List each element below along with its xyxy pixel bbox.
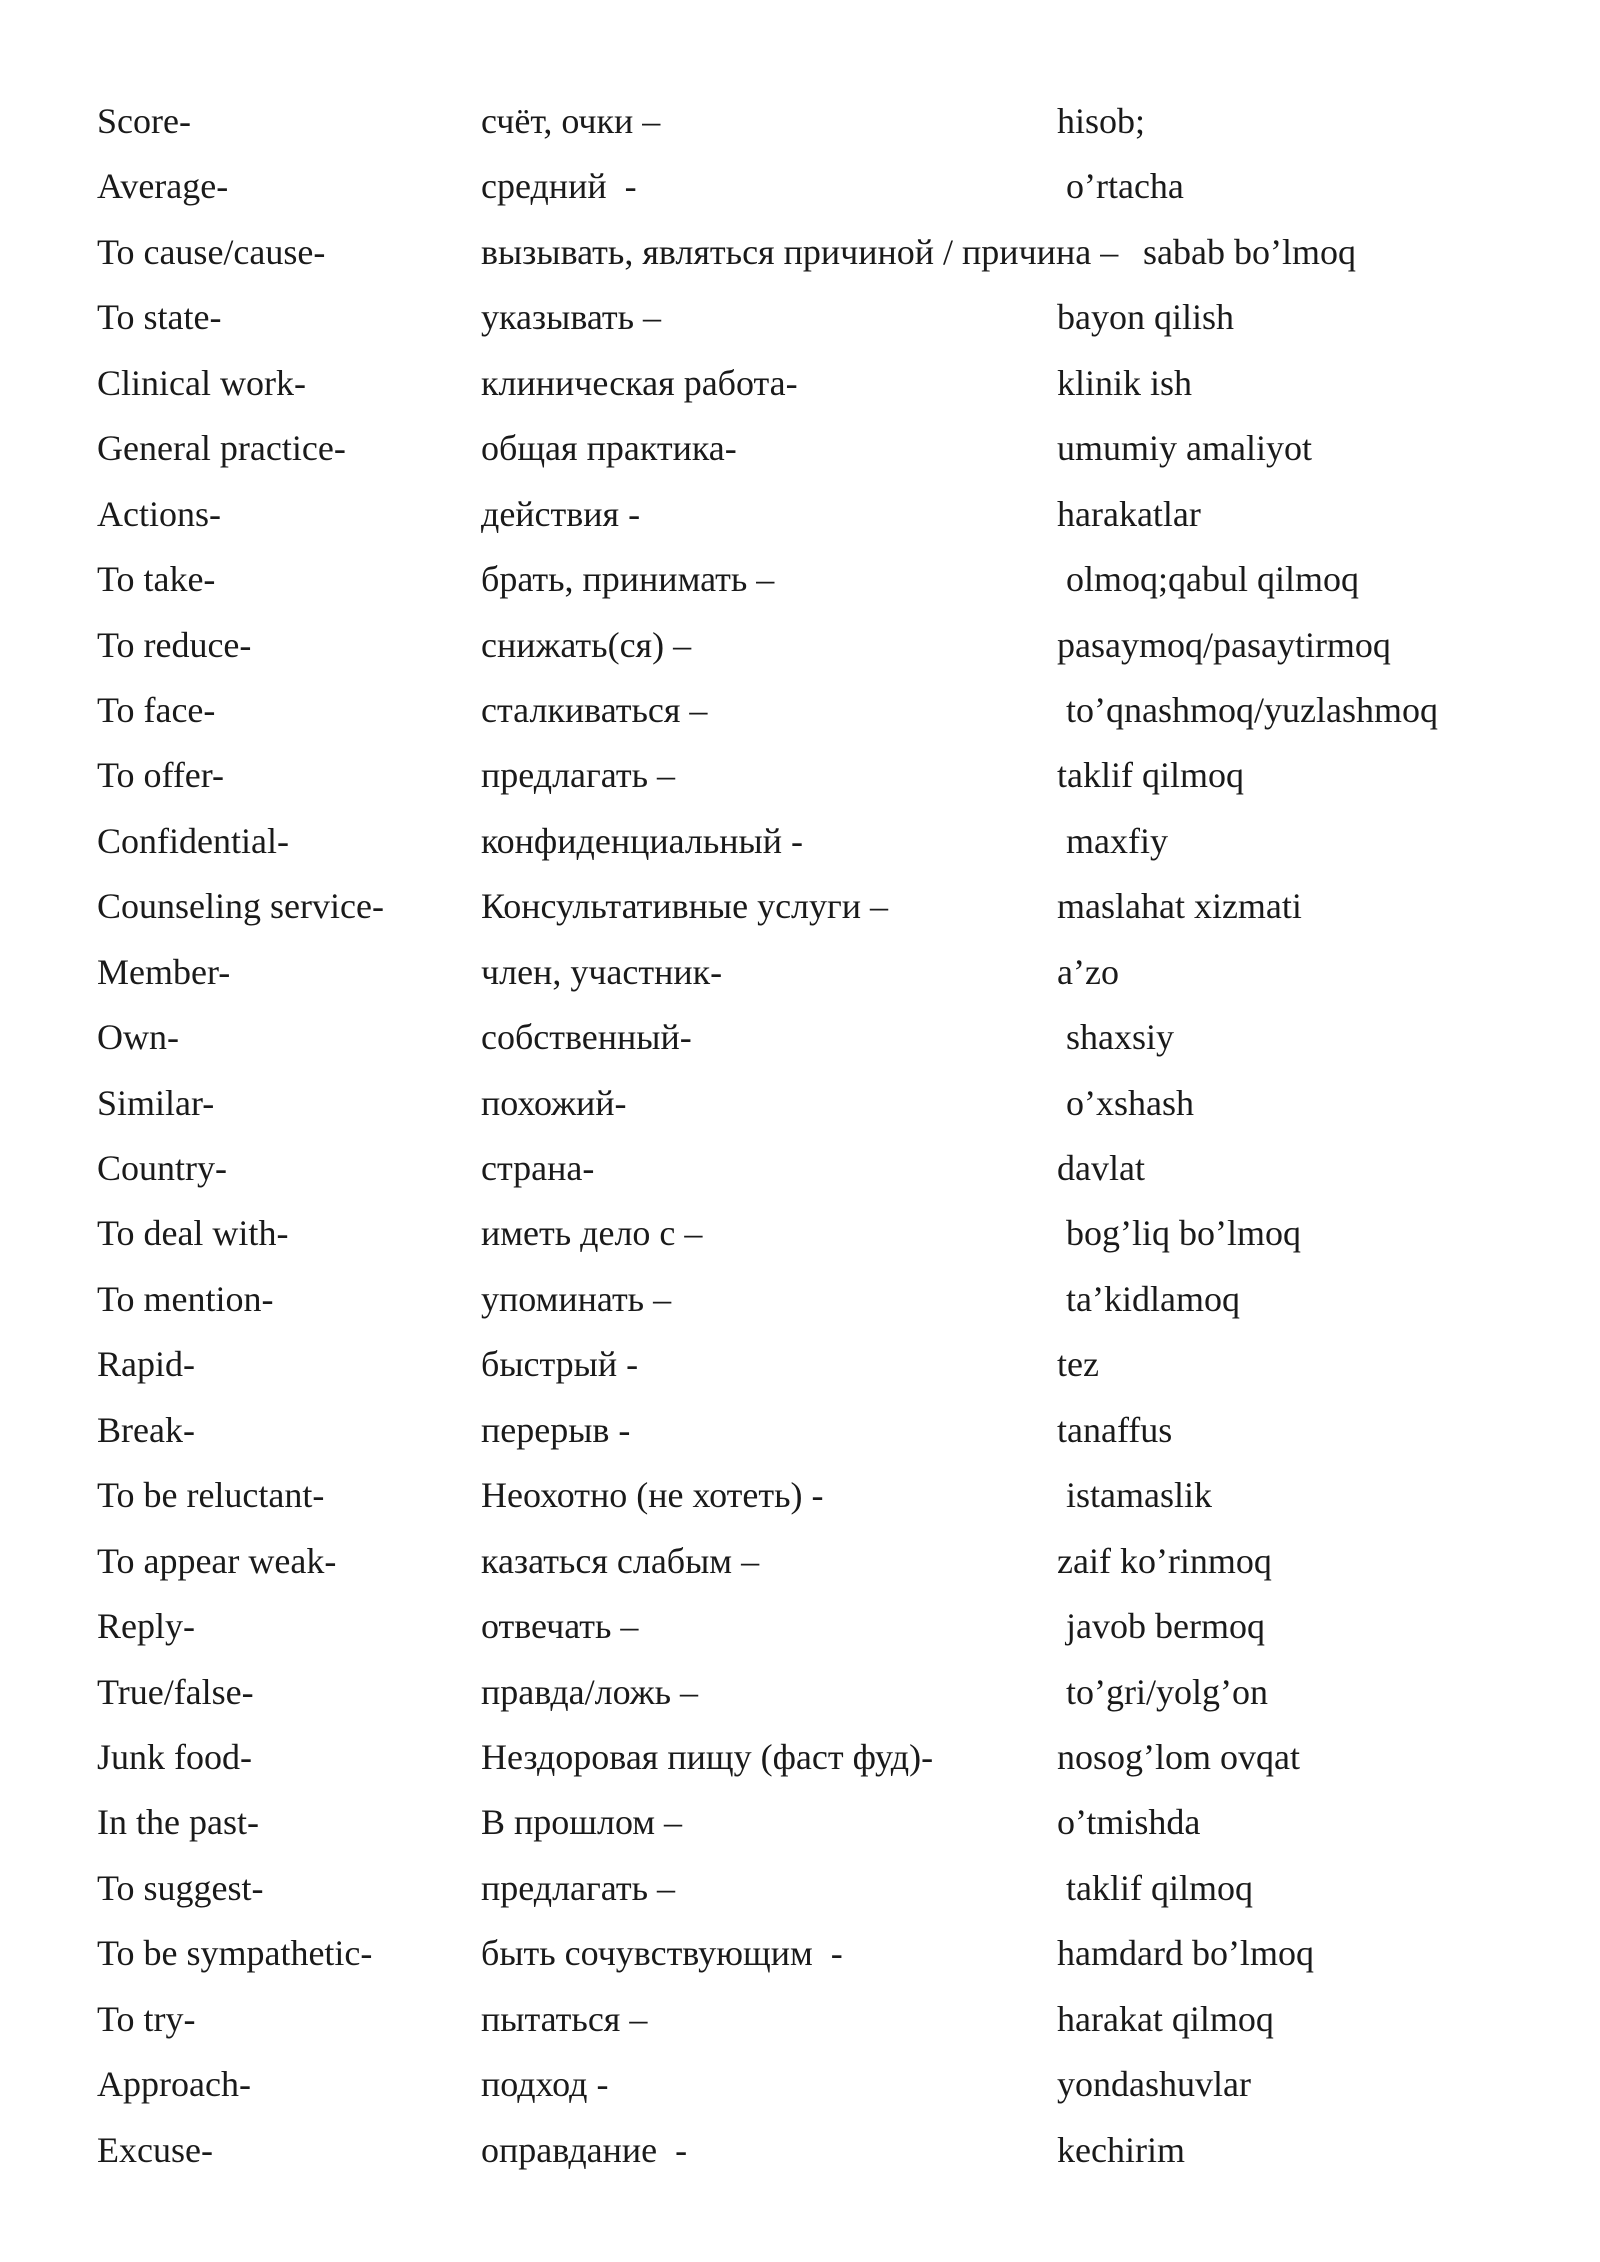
russian-translation: клиническая работа-	[481, 362, 798, 403]
vocab-row	[0, 1009, 1600, 1074]
vocab-row	[0, 2056, 1600, 2121]
russian-translation: брать, принимать –	[481, 559, 775, 600]
uzbek-translation: umumiy amaliyot	[1057, 428, 1312, 469]
english-term: Member-	[97, 951, 231, 992]
uzbek-translation: bayon qilish	[1057, 297, 1234, 338]
uzbek-translation: zaif ko’rinmoq	[1057, 1540, 1272, 1581]
russian-translation: счёт, очки –	[481, 101, 661, 141]
uzbek-translation: maxfiy	[1057, 820, 1168, 861]
uzbek-translation: sabab bo’lmoq	[1143, 231, 1356, 272]
vocab-row	[0, 747, 1600, 812]
uzbek-translation: ta’kidlamoq	[1057, 1278, 1240, 1319]
uzbek-translation: nosog’lom ovqat	[1057, 1736, 1300, 1777]
vocab-row	[0, 878, 1600, 943]
uzbek-translation: davlat	[1057, 1148, 1145, 1188]
english-term: To reduce-	[97, 624, 252, 665]
russian-translation: собственный-	[481, 1017, 692, 1058]
russian-translation: В прошлом –	[481, 1802, 683, 1843]
english-term: Rapid-	[97, 1344, 195, 1385]
uzbek-translation: harakat qilmoq	[1057, 1998, 1274, 2039]
russian-translation: член, участник-	[481, 951, 723, 992]
english-term: True/false-	[97, 1671, 254, 1712]
vocab-row	[0, 289, 1600, 354]
russian-translation: казаться слабым –	[481, 1540, 760, 1581]
english-term: Confidential-	[97, 820, 289, 861]
vocab-row	[0, 1991, 1600, 2056]
russian-translation: средний -	[481, 166, 637, 207]
russian-translation: страна-	[481, 1148, 595, 1188]
uzbek-translation: to’qnashmoq/yuzlashmoq	[1057, 689, 1438, 730]
russian-translation: правда/ложь –	[481, 1671, 699, 1712]
vocab-row	[0, 813, 1600, 878]
vocabulary-list	[0, 93, 1600, 2187]
english-term: To deal with-	[97, 1213, 289, 1254]
uzbek-translation: istamaslik	[1057, 1475, 1212, 1516]
uzbek-translation: bog’liq bo’lmoq	[1057, 1213, 1301, 1254]
english-term: To cause/cause-	[97, 231, 326, 272]
russian-translation: сталкиваться –	[481, 689, 708, 730]
uzbek-translation: harakatlar	[1057, 493, 1201, 534]
english-term: Clinical work-	[97, 362, 306, 403]
english-term: To take-	[97, 559, 216, 600]
russian-translation: Нездоровая пищу (фаст фуд)-	[481, 1736, 934, 1777]
english-term: Junk food-	[97, 1736, 252, 1777]
russian-translation: перерыв -	[481, 1409, 631, 1450]
vocab-row	[0, 1075, 1600, 1140]
english-term: Reply-	[97, 1606, 195, 1647]
english-term: To be reluctant-	[97, 1475, 325, 1516]
uzbek-translation: olmoq;qabul qilmoq	[1057, 559, 1359, 600]
english-term: To offer-	[97, 755, 225, 796]
uzbek-translation: yondashuvlar	[1057, 2064, 1251, 2105]
vocab-row	[0, 551, 1600, 616]
uzbek-translation: taklif qilmoq	[1057, 755, 1244, 796]
russian-translation: общая практика-	[481, 428, 737, 469]
vocab-row	[0, 1664, 1600, 1729]
vocab-row	[0, 158, 1600, 223]
russian-translation: иметь дело с –	[481, 1213, 703, 1254]
vocab-row	[0, 224, 1600, 289]
english-term: Similar-	[97, 1082, 215, 1123]
russian-translation: предлагать –	[481, 1867, 675, 1908]
english-term: To appear weak-	[97, 1540, 337, 1581]
vocab-row	[0, 1205, 1600, 1270]
english-term: Actions-	[97, 493, 221, 534]
russian-translation: похожий-	[481, 1082, 627, 1123]
uzbek-translation: taklif qilmoq	[1057, 1867, 1253, 1908]
vocab-row	[0, 1925, 1600, 1990]
english-term: To state-	[97, 297, 222, 338]
english-term: Counseling service-	[97, 886, 384, 927]
uzbek-translation: hamdard bo’lmoq	[1057, 1933, 1314, 1974]
russian-translation: Неохотно (не хотеть) -	[481, 1475, 824, 1516]
english-term: Country-	[97, 1148, 227, 1188]
russian-translation: упоминать –	[481, 1278, 672, 1319]
russian-translation: отвечать –	[481, 1606, 639, 1647]
vocab-row	[0, 1140, 1600, 1205]
russian-translation: конфиденциальный -	[481, 820, 803, 861]
vocab-row	[0, 682, 1600, 747]
uzbek-translation: tez	[1057, 1344, 1099, 1385]
uzbek-translation: shaxsiy	[1057, 1017, 1174, 1058]
english-term: Approach-	[97, 2064, 251, 2105]
uzbek-translation: tanaffus	[1057, 1409, 1173, 1450]
vocab-row	[0, 2122, 1600, 2187]
english-term: Score-	[97, 101, 191, 141]
uzbek-translation: pasaymoq/pasaytirmoq	[1057, 624, 1391, 665]
english-term: To mention-	[97, 1278, 274, 1319]
russian-translation: Консультативные услуги –	[481, 886, 889, 927]
vocab-row	[0, 93, 1600, 158]
russian-translation: оправдание -	[481, 2129, 688, 2170]
english-term: To suggest-	[97, 1867, 264, 1908]
russian-translation: указывать –	[481, 297, 662, 338]
english-term: Average-	[97, 166, 229, 207]
russian-translation: предлагать –	[481, 755, 675, 796]
english-term: To be sympathetic-	[97, 1933, 373, 1974]
vocab-row	[0, 1729, 1600, 1794]
english-term: To try-	[97, 1998, 196, 2039]
english-term: Own-	[97, 1017, 179, 1058]
vocab-row	[0, 1271, 1600, 1336]
vocab-row	[0, 1336, 1600, 1401]
uzbek-translation: kechirim	[1057, 2129, 1185, 2170]
russian-translation: вызывать, являться причиной / причина –	[481, 231, 1119, 272]
vocab-row	[0, 1794, 1600, 1859]
vocab-row	[0, 1533, 1600, 1598]
uzbek-translation: maslahat xizmati	[1057, 886, 1302, 927]
english-term: Break-	[97, 1409, 195, 1450]
uzbek-translation: o’tmishda	[1057, 1802, 1201, 1843]
english-term: In the past-	[97, 1802, 259, 1843]
vocab-row	[0, 944, 1600, 1009]
uzbek-translation: a’zo	[1057, 951, 1119, 992]
russian-translation: быть сочувствующим -	[481, 1933, 843, 1974]
vocab-row	[0, 420, 1600, 485]
uzbek-translation: to’gri/yolg’on	[1057, 1671, 1268, 1712]
vocab-row	[0, 486, 1600, 551]
vocab-row	[0, 1598, 1600, 1663]
uzbek-translation: klinik ish	[1057, 362, 1193, 403]
russian-translation: быстрый -	[481, 1344, 639, 1385]
uzbek-translation: javob bermoq	[1057, 1606, 1265, 1647]
russian-translation: пытаться –	[481, 1998, 648, 2039]
english-term: To face-	[97, 689, 216, 730]
uzbek-translation: hisob;	[1057, 101, 1146, 141]
russian-translation: действия -	[481, 493, 641, 534]
vocab-row	[0, 1860, 1600, 1925]
english-term: General practice-	[97, 428, 346, 469]
russian-translation: подход -	[481, 2064, 609, 2105]
russian-translation: снижать(ся) –	[481, 624, 692, 665]
english-term: Excuse-	[97, 2129, 213, 2170]
vocab-row	[0, 617, 1600, 682]
uzbek-translation: o’xshash	[1057, 1082, 1194, 1123]
uzbek-translation: o’rtacha	[1057, 166, 1184, 207]
vocab-row	[0, 1467, 1600, 1532]
vocab-row	[0, 1402, 1600, 1467]
vocab-row	[0, 355, 1600, 420]
